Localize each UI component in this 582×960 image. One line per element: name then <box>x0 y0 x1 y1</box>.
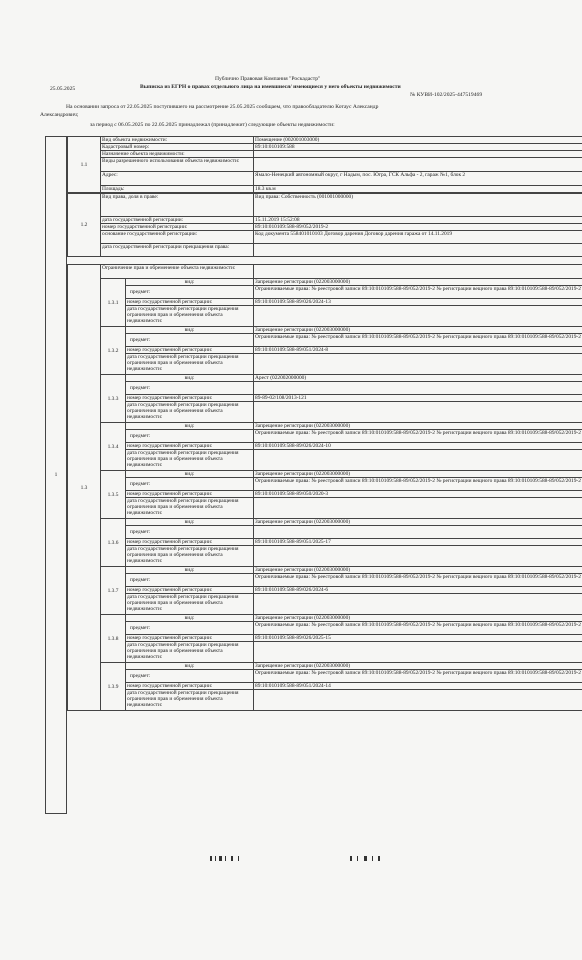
restriction-row <box>68 286 582 299</box>
row-number: 1 <box>46 137 67 814</box>
restriction-reg-number-label: номер государственной регистрации: <box>126 395 254 402</box>
restriction-kind-label: вид: <box>126 375 254 382</box>
restriction-subject-value: Ограничиваемые права: № реестровой записи 89:10:010109:588-89/052/2019-2 № регистрации вещного права 89:10:010109:588-89/052/2019-2 <box>254 574 582 587</box>
restriction-reg-number-value: 89:10:010109:588-89/051/2024-14 <box>254 683 582 690</box>
restriction-number: 1.3.2 <box>101 327 126 375</box>
restriction-kind-label: вид: <box>126 567 254 574</box>
restriction-kind-value: Запрещение регистрации (022003000000) <box>254 423 582 430</box>
restriction-number: 1.3.7 <box>101 567 126 615</box>
object-purpose-value <box>254 151 582 158</box>
restriction-subject-label: предмет: <box>126 670 254 683</box>
restrictions-section-number: 1.3 <box>68 265 101 711</box>
restriction-reg-number-value: 89:10:010109:588-89/050/2020-3 <box>254 491 582 498</box>
restriction-row <box>68 498 582 519</box>
restriction-number: 1.3.4 <box>101 423 126 471</box>
restriction-row <box>68 670 582 683</box>
restriction-row <box>68 334 582 347</box>
object-kind-label: Вид объекта недвижимости: <box>101 137 254 144</box>
restriction-row <box>68 622 582 635</box>
restriction-row <box>68 574 582 587</box>
restriction-row <box>68 430 582 443</box>
scan-mark <box>350 856 352 861</box>
restriction-kind-value: Арест (022002000000) <box>254 375 582 382</box>
restriction-reg-number-value: 89:10:010109:588-89/051/2024-8 <box>254 347 582 354</box>
restriction-subject-value: Ограничиваемые права: № реестровой записи 89:10:010109:588-89/052/2019-2 № регистрации вещного права 89:10:010109:588-89/052/2019-2 <box>254 670 582 683</box>
document-number: № КУВИ-102/2025-447519469 <box>410 92 483 98</box>
restriction-row <box>68 642 582 663</box>
restriction-end-value <box>254 450 582 471</box>
scan-mark <box>225 856 226 861</box>
restriction-number: 1.3.6 <box>101 519 126 567</box>
object-section <box>67 136 582 193</box>
scan-mark <box>210 856 212 861</box>
restriction-kind-value: Запрещение регистрации (022003000000) <box>254 279 582 286</box>
restriction-kind-value: Запрещение регистрации (022003000000) <box>254 615 582 622</box>
restriction-row <box>68 279 582 286</box>
restriction-number: 1.3.9 <box>101 663 126 711</box>
address-value: Ямало-Ненецкий автономный округ, г Надым, пос. Югра, ГСК Альфа - 2, гараж №1, блок 2 <box>254 172 582 186</box>
restriction-end-label: дата государственной регистрации прекращения ограничения прав и обременения объекта недвижимости: <box>126 498 254 519</box>
address-label: Адрес: <box>101 172 254 186</box>
restriction-subject-value: Ограничиваемые права: № реестровой записи 89:10:010109:588-89/052/2019-2 № регистрации вещного права 89:10:010109:588-89/052/2019-2 <box>254 430 582 443</box>
restriction-reg-number-label: номер государственной регистрации: <box>126 299 254 306</box>
intro-line-3: за период с 06.05.2025 по 22.05.2025 принадлежал (принадлежит) следующие объекты недвижимости: <box>90 122 335 128</box>
reg-basis-value: Код документа 558401010103 Договор дарения Договор дарения гаража от 14.11.2019 <box>254 231 582 244</box>
intro-line-1: На основании запроса от 22.05.2025 поступившего на рассмотрение 25.05.2025 сообщаем, что правообладателю Котаус Александр <box>66 104 379 110</box>
restriction-kind-label: вид: <box>126 615 254 622</box>
reg-number-value: 89:10:010109:588-89/052/2019-2 <box>254 224 582 231</box>
restriction-reg-number-value: 89:10:010109:588-89/026/2024-6 <box>254 587 582 594</box>
restriction-row <box>68 615 582 622</box>
restriction-reg-number-value: 89-89-02/108/2013-121 <box>254 395 582 402</box>
restriction-kind-label: вид: <box>126 519 254 526</box>
intro-line-2: Александрович; <box>40 112 79 118</box>
cadastral-number-label: Кадастровый номер: <box>101 144 254 151</box>
scan-mark <box>238 856 239 861</box>
restriction-subject-label: предмет: <box>126 574 254 587</box>
restriction-kind-value: Запрещение регистрации (022003000000) <box>254 327 582 334</box>
restriction-subject-label: предмет: <box>126 286 254 299</box>
restriction-subject-value: Ограничиваемые права: № реестровой записи 89:10:010109:588-89/052/2019-2 № регистрации вещного права 89:10:010109:588-89/052/2019-2 <box>254 286 582 299</box>
reg-date-label: дата государственной регистрации: <box>101 217 254 224</box>
scan-mark <box>219 856 222 861</box>
restriction-end-label: дата государственной регистрации прекращения ограничения прав и обременения объекта недвижимости: <box>126 306 254 327</box>
org-name: Публично Правовая Компания "Роскадастр" <box>215 76 321 82</box>
restriction-reg-number-value: 89:10:010109:588-89/051/2025-17 <box>254 539 582 546</box>
restriction-subject-label: предмет: <box>126 334 254 347</box>
reg-date-value: 15.11.2019 15:52:08 <box>254 217 582 224</box>
restriction-reg-number-label: номер государственной регистрации: <box>126 347 254 354</box>
restriction-subject-value <box>254 382 582 395</box>
restriction-row <box>68 478 582 491</box>
restriction-row <box>68 635 582 642</box>
restriction-row <box>68 347 582 354</box>
restriction-end-value <box>254 690 582 711</box>
object-kind-value: Помещение (002001003000) <box>254 137 582 144</box>
permitted-use-label: Виды разрешенного использования объекта недвижимости: <box>101 158 254 172</box>
restriction-end-label: дата государственной регистрации прекращения ограничения прав и обременения объекта недвижимости: <box>126 594 254 615</box>
restriction-kind-value: Запрещение регистрации (022003000000) <box>254 567 582 574</box>
restriction-subject-label: предмет: <box>126 622 254 635</box>
restriction-row <box>68 443 582 450</box>
restriction-end-value <box>254 546 582 567</box>
restriction-end-label: дата государственной регистрации прекращения ограничения прав и обременения объекта недвижимости: <box>126 402 254 423</box>
restriction-end-value <box>254 354 582 375</box>
scan-mark <box>357 856 358 861</box>
area-label: Площадь: <box>101 186 254 193</box>
restriction-number: 1.3.1 <box>101 279 126 327</box>
restriction-row <box>68 471 582 478</box>
cadastral-number-value: 89:10:010109:588 <box>254 144 582 151</box>
scan-mark <box>215 856 216 861</box>
row-number-column <box>45 136 67 814</box>
restriction-kind-value: Запрещение регистрации (022003000000) <box>254 519 582 526</box>
restriction-number: 1.3.3 <box>101 375 126 423</box>
restriction-row <box>68 683 582 690</box>
restriction-row <box>68 354 582 375</box>
restriction-row <box>68 663 582 670</box>
document-title: Выписка из ЕГРН о правах отдельного лица на имевшиеся/ имеющиеся у него объекты недвижимости <box>140 84 401 90</box>
restriction-row <box>68 327 582 334</box>
restriction-subject-label: предмет: <box>126 526 254 539</box>
restriction-reg-number-value: 89:10:010109:588-89/026/2024-10 <box>254 443 582 450</box>
restriction-row <box>68 299 582 306</box>
document-date: 25.05.2025 <box>50 86 76 92</box>
restriction-row <box>68 382 582 395</box>
restriction-row <box>68 423 582 430</box>
restriction-reg-number-label: номер государственной регистрации: <box>126 683 254 690</box>
restriction-reg-number-label: номер государственной регистрации: <box>126 587 254 594</box>
restriction-kind-label: вид: <box>126 471 254 478</box>
restriction-kind-label: вид: <box>126 663 254 670</box>
restriction-end-value <box>254 498 582 519</box>
restrictions-title: Ограничение прав и обременение объекта недвижимости: <box>101 265 254 279</box>
restriction-subject-label: предмет: <box>126 382 254 395</box>
restriction-row <box>68 402 582 423</box>
restriction-number: 1.3.8 <box>101 615 126 663</box>
restriction-end-value <box>254 642 582 663</box>
restriction-row <box>68 587 582 594</box>
restriction-row <box>68 491 582 498</box>
restriction-row <box>68 594 582 615</box>
restriction-row <box>68 567 582 574</box>
restriction-row <box>68 546 582 567</box>
restriction-end-label: дата государственной регистрации прекращения ограничения прав и обременения объекта недвижимости: <box>126 642 254 663</box>
restriction-kind-label: вид: <box>126 279 254 286</box>
restriction-end-value <box>254 594 582 615</box>
restriction-reg-number-value: 89:10:010109:588-89/026/2024-13 <box>254 299 582 306</box>
restriction-end-label: дата государственной регистрации прекращения ограничения прав и обременения объекта недвижимости: <box>126 690 254 711</box>
right-section <box>67 193 582 257</box>
object-purpose-label: Назначение объекта недвижимости: <box>101 151 254 158</box>
restriction-end-label: дата государственной регистрации прекращения ограничения прав и обременения объекта недвижимости: <box>126 546 254 567</box>
scan-mark <box>364 856 367 861</box>
restriction-end-value <box>254 306 582 327</box>
restriction-reg-number-label: номер государственной регистрации: <box>126 491 254 498</box>
restriction-reg-number-label: номер государственной регистрации: <box>126 539 254 546</box>
restriction-reg-number-value: 89:10:010109:588-89/026/2025-15 <box>254 635 582 642</box>
reg-number-label: номер государственной регистрации: <box>101 224 254 231</box>
restriction-kind-value: Запрещение регистрации (022003000000) <box>254 471 582 478</box>
restriction-subject-label: предмет: <box>126 478 254 491</box>
permitted-use-value <box>254 158 582 172</box>
restriction-row <box>68 395 582 402</box>
restriction-kind-label: вид: <box>126 327 254 334</box>
restriction-subject-value: Ограничиваемые права: № реестровой записи 89:10:010109:588-89/052/2019-2 № регистрации вещного права 89:10:010109:588-89/052/2019-2 <box>254 334 582 347</box>
right-end-value <box>254 244 582 257</box>
restriction-end-value <box>254 402 582 423</box>
restriction-end-label: дата государственной регистрации прекращения ограничения прав и обременения объекта недвижимости: <box>126 450 254 471</box>
restriction-row <box>68 375 582 382</box>
right-end-label: дата государственной регистрации прекращения права: <box>101 244 254 257</box>
area-value: 18.3 кв.м <box>254 186 582 193</box>
restriction-row <box>68 306 582 327</box>
restrictions-title-value <box>254 265 582 279</box>
scan-mark <box>378 856 380 861</box>
restriction-end-label: дата государственной регистрации прекращения ограничения прав и обременения объекта недвижимости: <box>126 354 254 375</box>
restriction-row <box>68 450 582 471</box>
object-section-number: 1.1 <box>68 137 101 193</box>
restriction-number: 1.3.5 <box>101 471 126 519</box>
restriction-subject-value: Ограничиваемые права: № реестровой записи 89:10:010109:588-89/052/2019-2 № регистрации вещного права 89:10:010109:588-89/052/2019-2 <box>254 622 582 635</box>
restriction-subject-label: предмет: <box>126 430 254 443</box>
reg-basis-label: основание государственной регистрации: <box>101 231 254 244</box>
scan-mark <box>231 856 233 861</box>
restriction-subject-value: Ограничиваемые права: № реестровой записи 89:10:010109:588-89/052/2019-2 № регистрации вещного права 89:10:010109:588-89/052/2019-2 <box>254 478 582 491</box>
restriction-row <box>68 539 582 546</box>
restriction-reg-number-label: номер государственной регистрации: <box>126 635 254 642</box>
restriction-row <box>68 519 582 526</box>
restriction-row <box>68 526 582 539</box>
right-kind-label: Вид права, доля в праве: <box>101 194 254 217</box>
restriction-reg-number-label: номер государственной регистрации: <box>126 443 254 450</box>
right-section-number: 1.2 <box>68 194 101 257</box>
restriction-row <box>68 690 582 711</box>
restriction-kind-value: Запрещение регистрации (022003000000) <box>254 663 582 670</box>
scan-mark <box>372 856 373 861</box>
restrictions-section <box>67 264 582 711</box>
right-kind-value: Вид права: Собственность (001001000000) <box>254 194 582 217</box>
restriction-kind-label: вид: <box>126 423 254 430</box>
restriction-subject-value <box>254 526 582 539</box>
